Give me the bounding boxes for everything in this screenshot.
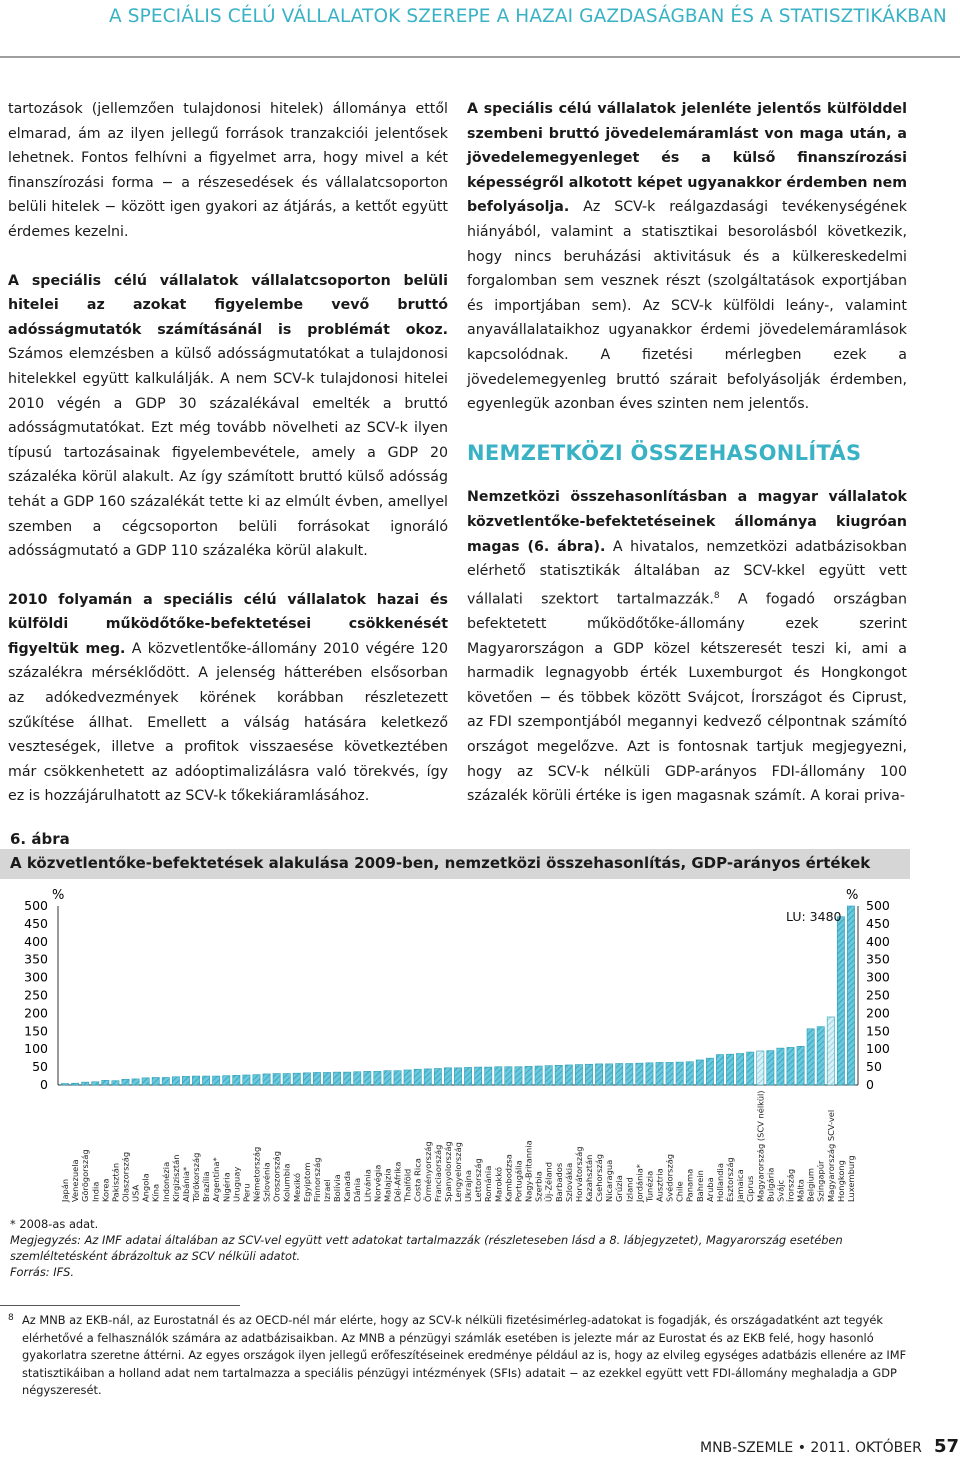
- x-tick-label: Szingapúr: [815, 1160, 826, 1202]
- paragraph-lead: 2010 folyamán a speciális célú vállalatok hazai és külföldi működőtőke-befektetései csökkenését figyeltük meg.: [8, 591, 448, 657]
- paragraph-text: Az SCV-k reálgazdasági tevékenységének hiányából, valamint a statisztikai besorolásból következik, hogy nincs beruházási aktivitásuk és a külkereskedelmi forgalomban sem vesznek részt (szolgáltatások exportjában és importjában sem). Az SCV-k külföldi leány-, valamint anyavállalataikhoz ugyanakkor érdemi jövedelemáramlások kapcsolódnak. A fizetési mérlegben ezek a jövedelemegyenleg bruttó szárait befolyásolják érdemben, egyenlegük azonban éves szinten nem jelentős.: [467, 199, 907, 413]
- x-tick-label: Ukrajna: [463, 1169, 474, 1202]
- source-note: Forrás: IFS.: [10, 1265, 75, 1279]
- x-tick-label: USA: [130, 1184, 141, 1202]
- x-tick-label: Japán: [60, 1178, 71, 1202]
- y-tick-label-left: 150: [24, 1023, 48, 1039]
- x-tick-label: Szlovénia: [261, 1162, 272, 1202]
- x-tick-label: Lettország: [473, 1158, 484, 1202]
- page-number: 57: [934, 1436, 960, 1457]
- bar-56: [626, 1064, 633, 1085]
- y-tick-label-left: 300: [24, 969, 48, 985]
- bar-7: [132, 1079, 139, 1085]
- x-tick-label: India: [90, 1181, 101, 1202]
- bar-72: [787, 1047, 794, 1085]
- right-column: [467, 97, 907, 833]
- x-tick-label: Costa Rica: [412, 1158, 423, 1202]
- bar-9: [152, 1077, 159, 1085]
- y-tick-label-right: 200: [866, 1005, 890, 1021]
- x-tick-label: Indonézia: [160, 1161, 171, 1202]
- paragraph-text: tartozások (jellemzően tulajdonosi hitelek) állománya ettől elmarad, ám az ilyen jellegű források tranzakciói jelentősek lehetnek. Fontos felhívni a figyelmet arra, hogy mivel a két finanszírozási forma − a részesedések és vállalatcsoporton belüli hitelek − között igen gyakori az átjárás, a kettőt együtt érdemes kezelni.: [8, 101, 448, 240]
- bar-65: [716, 1055, 723, 1085]
- bar-47: [535, 1066, 542, 1085]
- figure-number: 6. ábra: [10, 830, 70, 848]
- bar-70: [767, 1051, 774, 1085]
- y-tick-label-right: 350: [866, 951, 890, 967]
- bar-68: [747, 1052, 754, 1085]
- bar-55: [616, 1064, 623, 1085]
- x-tick-label: Albánia*: [180, 1166, 191, 1202]
- x-tick-label: Peru: [241, 1183, 252, 1202]
- x-tick-label: Brazília: [201, 1171, 212, 1202]
- bar-35: [414, 1069, 421, 1085]
- x-tick-label: Törökország: [191, 1152, 202, 1202]
- bar-63: [696, 1060, 703, 1085]
- y-tick-label-left: 200: [24, 1005, 48, 1021]
- x-tick-label: Panama: [684, 1168, 695, 1202]
- bar-76: [827, 1017, 834, 1085]
- y-tick-label-right: 300: [866, 969, 890, 985]
- fdi-bar-chart: [0, 880, 910, 1210]
- paragraph-text: A közvetlentőke-állomány 2010 végére 120 százalékra mérséklődött. A jelenség hátterében elsősorban az adókedvezmények körének korábban részletezett szűkítése állhat. Emellett a válság hatására keletkező veszteségek, illetve a profitok visszaesése következtében már csökkenhetett az adóoptimalizálásra való törekvés, így ez is hozzájárulhatott az SCV-k tőkekiáramlásához.: [8, 640, 448, 805]
- bar-40: [464, 1067, 471, 1085]
- bar-21: [273, 1074, 280, 1085]
- x-tick-label: Malajzia: [382, 1168, 393, 1202]
- bar-54: [606, 1064, 613, 1085]
- x-tick-label: Új-Zéland: [543, 1161, 554, 1202]
- bar-43: [495, 1067, 502, 1085]
- y-tick-label-right: 150: [866, 1023, 890, 1039]
- paragraph: [467, 485, 907, 808]
- x-tick-label: Oroszország: [271, 1150, 282, 1202]
- footnote-text: Az MNB az EKB-nál, az Eurostatnál és az OECD-nél már elérte, hogy az SCV-k nélküli fizetésimérleg-adatokat is fogadják, és országadatként azt tegyék elérhetővé a felhasználók számára az adatbázisaikban. Az MNB a pénzügyi számlák esetében is jelezte már az Eurostat és az EKB felé, hogy hasonló gyakorlatra szeretne áttérni. Az egyes országok ilyen jellegű erőfeszítéseinek eredménye például az is, hogy az elvileg egységes adatbázis ellenére az IMF statisztikáiban a holland adat nem tartalmazza a speciális pénzügyi intézmények (SFIs) adatait − az ezekkel együtt vett FDI-állomány meghaladja a GDP négyszeresét.: [22, 1313, 907, 1398]
- x-tick-label: Bulgária: [765, 1167, 776, 1202]
- bar-60: [666, 1062, 673, 1085]
- paragraph: [8, 97, 448, 245]
- bar-59: [656, 1062, 663, 1085]
- bar-24: [303, 1073, 310, 1085]
- x-tick-label: Magyarország (SCV nélkül): [755, 1090, 766, 1202]
- bar-48: [545, 1066, 552, 1085]
- bar-23: [293, 1073, 300, 1085]
- y-unit-right: %: [846, 888, 859, 903]
- y-tick-label-right: 0: [866, 1077, 874, 1092]
- x-tick-label: Barbados: [553, 1162, 564, 1202]
- footnote-reference[interactable]: 8: [713, 590, 720, 601]
- bar-42: [485, 1067, 492, 1085]
- x-tick-label: Luxemburg: [845, 1155, 856, 1202]
- left-column: [8, 97, 448, 833]
- bar-78: [847, 906, 854, 1085]
- x-tick-label: Aruba: [704, 1177, 715, 1202]
- x-tick-label: Litvánia: [362, 1169, 373, 1202]
- bar-26: [323, 1072, 330, 1085]
- x-tick-label: Dél-Afrika: [392, 1161, 403, 1202]
- bar-51: [575, 1065, 582, 1085]
- footnote-mark: 8: [8, 1313, 14, 1323]
- bar-5: [112, 1081, 119, 1085]
- x-tick-label: Finnország: [311, 1157, 322, 1202]
- bar-66: [726, 1054, 733, 1085]
- y-tick-label-right: 400: [866, 933, 890, 949]
- bar-73: [797, 1046, 804, 1085]
- bar-77: [837, 917, 844, 1085]
- figure-notes: [10, 1216, 910, 1280]
- x-tick-label: Franciaország: [432, 1144, 443, 1202]
- y-tick-label-left: 0: [40, 1077, 48, 1092]
- paragraph-text: A hivatalos, nemzetközi adatbázisokban elérhető statisztikák általában az SCV-kkel együtt vett vállalati szektort tartalmazzák.: [467, 538, 907, 608]
- figure-title: A közvetlentőke-befektetések alakulása 2009-ben, nemzetközi összehasonlítás, GDP-arányos értékek: [10, 854, 871, 872]
- bar-34: [404, 1070, 411, 1085]
- asterisk-note: * 2008-as adat.: [10, 1217, 99, 1231]
- bar-30: [364, 1071, 371, 1085]
- bar-71: [777, 1048, 784, 1085]
- x-tick-label: Uruguay: [231, 1166, 242, 1202]
- y-unit-left: %: [52, 888, 65, 903]
- x-tick-label: Románia: [483, 1165, 494, 1202]
- x-tick-label: Kanada: [342, 1170, 353, 1202]
- bar-4: [102, 1080, 109, 1085]
- paragraph-lead: A speciális célú vállalatok vállalatcsoporton belüli hitelei az azokat figyelembe vevő bruttó adósságmutatók számításánál is problémát okoz.: [8, 272, 448, 338]
- luxembourg-annotation: LU: 3480: [786, 909, 842, 924]
- x-tick-label: Bolívia: [332, 1174, 343, 1202]
- x-tick-label: Mexikó: [291, 1173, 302, 1202]
- y-tick-label-right: 250: [866, 987, 890, 1003]
- bar-37: [434, 1069, 441, 1085]
- bar-32: [384, 1071, 391, 1085]
- bar-22: [283, 1074, 290, 1085]
- bar-31: [374, 1071, 381, 1085]
- bar-58: [646, 1063, 653, 1085]
- bar-10: [162, 1077, 169, 1085]
- x-tick-label: Korea: [100, 1178, 111, 1202]
- x-tick-label: Szerbia: [533, 1171, 544, 1202]
- bar-53: [595, 1064, 602, 1085]
- bar-62: [686, 1062, 693, 1085]
- y-tick-label-right: 500: [866, 898, 890, 913]
- x-tick-label: Görögország: [80, 1149, 91, 1202]
- x-tick-label: Ciprus: [745, 1175, 756, 1202]
- x-tick-label: Örményország: [422, 1141, 433, 1202]
- bar-8: [142, 1078, 149, 1085]
- section-heading: NEMZETKÖZI ÖSSZEHASONLÍTÁS: [467, 440, 862, 465]
- bar-15: [213, 1076, 220, 1085]
- bar-2: [82, 1082, 89, 1085]
- paragraph: [467, 97, 907, 417]
- x-tick-label: Málta: [795, 1179, 806, 1202]
- bar-75: [817, 1027, 824, 1085]
- y-tick-label-right: 50: [866, 1059, 882, 1075]
- bar-61: [676, 1062, 683, 1085]
- footnote: [8, 1312, 908, 1400]
- x-tick-label: Grúzia: [614, 1175, 625, 1202]
- x-tick-label: Bahrein: [694, 1170, 705, 1202]
- bar-28: [344, 1072, 351, 1085]
- x-tick-label: Nagy-Britannia: [523, 1140, 534, 1202]
- x-tick-label: Pakisztán: [110, 1162, 121, 1202]
- bar-44: [505, 1067, 512, 1085]
- bar-0: [61, 1084, 68, 1085]
- x-tick-label: Svédország: [664, 1153, 675, 1202]
- x-tick-label: Olaszország: [120, 1151, 131, 1202]
- paragraph: [8, 269, 448, 564]
- x-tick-label: Thaiföld: [402, 1168, 413, 1202]
- bar-46: [525, 1066, 532, 1085]
- bar-67: [736, 1053, 743, 1085]
- x-tick-label: Kazahsztán: [583, 1154, 594, 1202]
- running-title: A SPECIÁLIS CÉLÚ VÁLLALATOK SZEREPE A HAZAI GAZDASÁGBAN ÉS A STATISZTIKÁKBAN: [109, 6, 947, 27]
- x-tick-label: Nigéria: [221, 1172, 232, 1202]
- x-tick-label: Angola: [140, 1173, 151, 1202]
- bar-17: [233, 1075, 240, 1085]
- x-tick-label: Marokkó: [493, 1167, 504, 1202]
- x-tick-label: Norvégia: [372, 1164, 383, 1202]
- bar-52: [585, 1064, 592, 1085]
- y-tick-label-left: 350: [24, 951, 48, 967]
- y-tick-label-left: 100: [24, 1041, 48, 1057]
- y-tick-label-right: 100: [866, 1041, 890, 1057]
- x-tick-label: Portugália: [513, 1160, 524, 1202]
- x-tick-label: Lengyelország: [453, 1142, 463, 1202]
- bar-45: [515, 1067, 522, 1085]
- y-tick-label-left: 250: [24, 987, 48, 1003]
- x-tick-label: Jordánia*: [634, 1164, 645, 1202]
- bar-12: [182, 1076, 189, 1085]
- x-tick-label: Észtország: [725, 1157, 736, 1202]
- bar-41: [475, 1067, 482, 1085]
- x-tick-label: Jamaica: [735, 1169, 746, 1202]
- header-divider: [0, 56, 960, 58]
- paragraph: [8, 588, 448, 809]
- y-tick-label-left: 50: [32, 1059, 48, 1075]
- bar-3: [92, 1082, 99, 1085]
- bar-36: [424, 1069, 431, 1085]
- paragraph-lead: A speciális célú vállalatok jelenléte jelentős külfölddel szembeni bruttó jövedelemáramlást von maga után, a jövedelemegyenleget és a külső finanszírozási képességről alkotott képet ugyanakkor érdemben nem befolyásolja.: [467, 101, 907, 216]
- bar-20: [263, 1074, 270, 1085]
- x-tick-label: Kirgizisztán: [170, 1154, 181, 1202]
- x-tick-label: Chile: [674, 1181, 685, 1202]
- bar-16: [223, 1076, 230, 1085]
- paragraph-lead: Nemzetközi összehasonlításban a magyar vállalatok közvetlentőke-befektetéseinek állománya kiugróan magas (6. ábra).: [467, 489, 907, 555]
- paragraph-text: A fogadó országban befektetett működőtőke-állomány ezek szerint Magyarországon a GDP közel kétszeresét teszi ki, ami a harmadik legnagyobb érték Luxemburgot és Hongkongot követően − és többek között Svájcot, Írországot és Ciprust, az FDI szempontjából megannyi kedvező célpontnak számító országot megelőzve. Azt is fontosnak tartjuk megjegyezni, hogy az SCV-k nélküli GDP-arányos FDI-állomány 100 százalék körüli értéke is igen magasnak számít. A korai priva-: [467, 591, 907, 805]
- bar-57: [636, 1063, 643, 1085]
- x-tick-label: Izrael: [322, 1179, 333, 1202]
- bar-19: [253, 1075, 260, 1085]
- bar-39: [454, 1068, 461, 1085]
- x-tick-label: Csehország: [594, 1154, 605, 1202]
- x-tick-label: Tunézia: [644, 1170, 655, 1202]
- paragraph-text: Számos elemzésben a külső adósságmutatókat a tulajdonosi hitelekkel együtt kalkulálják. A nem SCV-k tulajdonosi hitelei 2010 végén a GDP 30 százalékával emelték a bruttó adósságmutatókat. Ezt még tovább növelheti az SCV-k ilyen típusú tartozásainak figyelembevétele, amely a GDP 20 százaléka körül alakult. Az így számított bruttó külső adósság tehát a GDP 160 százalékát tette ki az elmúlt évben, amellyel szemben a cégcsoporton belüli forrásokat ignoráló adósságmutató a GDP 110 százaléka körül alakult.: [8, 346, 448, 560]
- y-tick-label-left: 500: [24, 898, 48, 913]
- y-tick-label-left: 450: [24, 915, 48, 931]
- bar-27: [333, 1072, 340, 1085]
- bar-49: [555, 1065, 562, 1085]
- x-tick-label: Hollandia: [714, 1163, 725, 1202]
- bar-11: [172, 1077, 179, 1085]
- x-tick-label: Belgium: [805, 1167, 816, 1202]
- bar-33: [394, 1071, 401, 1085]
- bar-14: [202, 1076, 209, 1085]
- x-tick-label: Egyiptom: [301, 1162, 312, 1202]
- bar-64: [706, 1058, 713, 1085]
- x-tick-label: Nicaragua: [604, 1159, 615, 1202]
- x-tick-label: Svájc: [775, 1179, 786, 1202]
- remarks-note: Megjegyzés: Az IMF adatai általában az SCV-vel együtt vett adatokat tartalmazzák (részleteseben lásd a 8. lábjegyzetet), Magyarország esetében szemléltetésként ábrázoltuk az SCV nélküli adatot.: [10, 1233, 843, 1263]
- x-tick-label: Izland: [624, 1177, 635, 1202]
- bar-69: [757, 1051, 764, 1085]
- footnote-divider: [0, 1305, 240, 1306]
- bar-74: [807, 1029, 814, 1085]
- bar-1: [71, 1083, 78, 1085]
- bar-38: [444, 1068, 451, 1085]
- x-tick-label: Kolumbia: [281, 1163, 292, 1202]
- page-header: [0, 0, 960, 56]
- bar-25: [313, 1072, 320, 1085]
- bar-29: [354, 1072, 361, 1085]
- y-tick-label-left: 400: [24, 933, 48, 949]
- x-tick-label: Dánia: [352, 1177, 363, 1202]
- bar-50: [565, 1065, 572, 1085]
- x-tick-label: Spanyolország: [442, 1141, 453, 1202]
- footer-publication: MNB-SZEMLE • 2011. OKTÓBER: [700, 1440, 922, 1456]
- x-tick-label: Kína: [150, 1183, 161, 1202]
- x-tick-label: Kambodzsa: [503, 1154, 514, 1202]
- x-tick-label: Magyarország SCV-vel: [825, 1109, 836, 1202]
- bar-18: [243, 1075, 250, 1085]
- x-tick-label: Szlovákia: [563, 1162, 574, 1202]
- x-tick-label: Írország: [785, 1168, 796, 1202]
- x-tick-label: Venezuela: [70, 1159, 81, 1202]
- x-tick-label: Horvátország: [573, 1146, 584, 1202]
- x-tick-label: Németország: [251, 1146, 262, 1202]
- y-tick-label-right: 450: [866, 915, 890, 931]
- bar-6: [122, 1079, 129, 1085]
- x-tick-label: Ausztria: [654, 1168, 665, 1202]
- x-tick-label: Argentína*: [211, 1157, 222, 1202]
- x-tick-label: Hongkong: [835, 1160, 846, 1202]
- bar-13: [192, 1076, 199, 1085]
